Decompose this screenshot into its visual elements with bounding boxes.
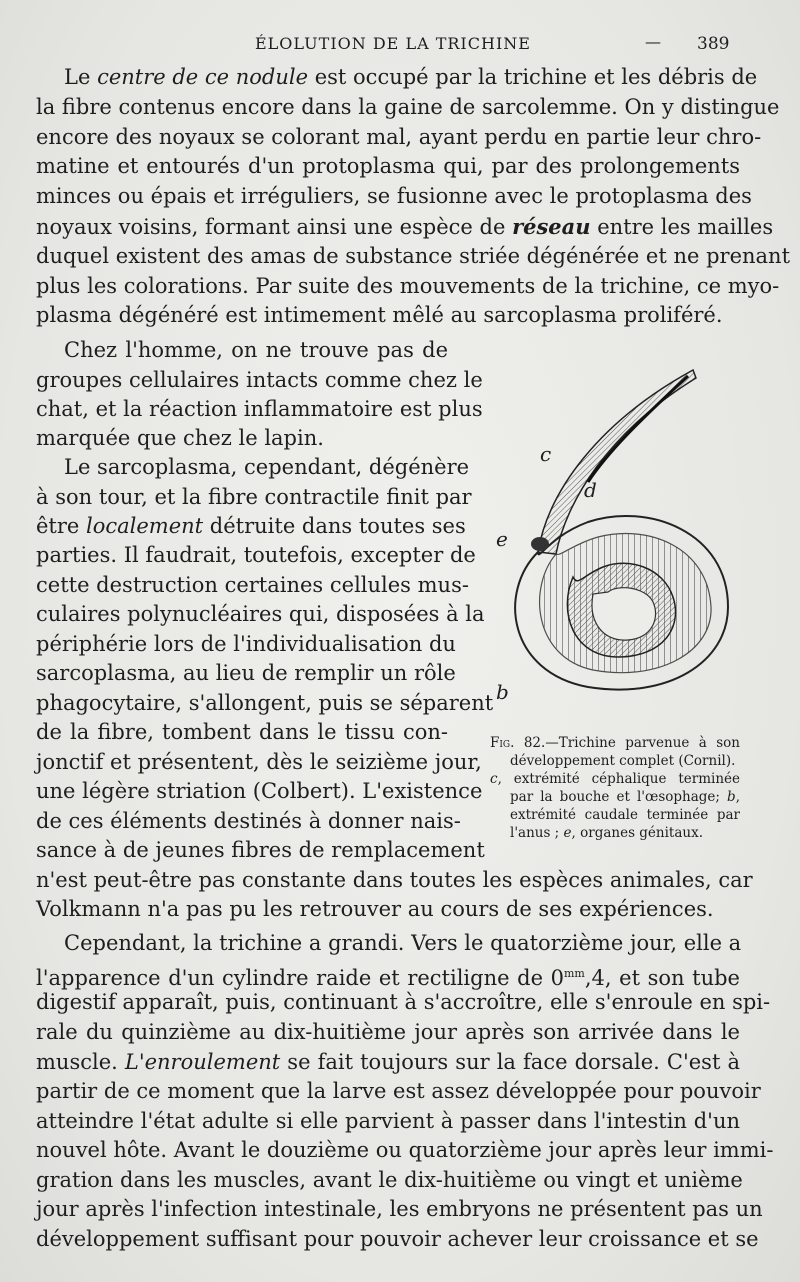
trichina-drawing [478,362,770,702]
text-line: de ces éléments destinés à donner nais- [36,809,461,833]
header-dash: — [645,32,661,51]
caption-line [490,770,740,788]
text-span: entre les mailles [590,215,774,239]
text-line: duquel existent des amas de substance striée dégénérée et ne prenant [36,244,791,268]
running-title: ÉLOLUTION DE LA TRICHINE [255,34,531,53]
label-b: b [496,680,509,704]
text-span: muscle. [36,1050,125,1074]
text-span: noyaux voisins, formant ainsi une espèce de [36,215,513,239]
text-line: jour après l'infection intestinale, les embryons ne présentent pas un [36,1197,763,1221]
text-line: à son tour, et la fibre contractile finit par [36,485,472,509]
text-line: sance à de jeunes fibres de remplacement [36,838,485,862]
text-line: sarcoplasma, au lieu de remplir un rôle [36,661,456,685]
caption-line: extrémité caudale terminée par [510,807,740,823]
text-span: détruite dans toutes ses [203,514,466,538]
text-span: , [735,789,740,805]
text-span: être [36,514,87,538]
oesophagus-line [588,376,688,482]
text-line: phagocytaire, s'allongent, puis se séparent [36,691,494,715]
worm-head-segment [538,370,696,554]
text-line: encore des noyaux se colorant mal, ayant perdu en partie leur chro- [36,125,762,149]
text-line: gration dans les muscles, avant le dix-huitième ou vingt et unième [36,1168,743,1192]
text-span: est occupé par la trichine et les débris de [308,65,758,89]
italic-term-enroulement: L'enroulement [124,1050,281,1074]
unit-superscript: mm [563,967,585,980]
label-c: c [540,442,552,466]
text-line: partir de ce moment que la larve est assez développée pour pouvoir [36,1079,761,1103]
genital-organ-mark [531,537,549,551]
text-line [36,1048,740,1077]
text-span: se fait toujours sur la face dorsale. C'est à [280,1050,740,1074]
text-line: de la fibre, tombent dans le tissu con- [36,720,448,744]
text-line: développement suffisant pour pouvoir achever leur croissance et se [36,1227,759,1251]
legend-key-b: b [727,789,736,805]
running-header [0,30,800,58]
text-line: la fibre contenus encore dans la gaine de sarcolemme. On y distingue [36,95,780,119]
text-line: cette destruction certaines cellules mus- [36,573,469,597]
text-line: une légère striation (Colbert). L'existence [36,779,483,803]
text-line: Cependant, la trichine a grandi. Vers le quatorzième jour, elle a [64,931,742,955]
italic-term-centre: centre de ce nodule [97,65,309,89]
text-line: matine et entourés d'un protoplasma qui, par des prolongements [36,154,740,178]
text-line: minces ou épais et irréguliers, se fusionne avec le protoplasma des [36,184,752,208]
legend-key-c: c [490,771,498,787]
label-e: e [496,527,508,551]
figure-number: Fig. 82. [490,735,546,751]
text-line [36,212,774,242]
text-line: plasma dégénéré est intimement mêlé au sarcoplasma proliféré. [36,303,723,327]
text-span: par la bouche et l'œsophage; [510,789,728,805]
text-line: digestif apparaît, puis, continuant à s'accroître, elle s'enroule en spi- [36,990,771,1014]
text-line [36,512,466,541]
text-line: n'est peut-être pas constante dans toutes les espèces animales, car [36,868,753,892]
text-line: Volkmann n'a pas pu les retrouver au cours de ses expériences. [36,897,714,921]
text-line: périphérie lors de l'individualisation du [36,632,456,656]
trichina-illustration [478,362,770,702]
text-span: , organes génitaux. [571,825,704,841]
text-line: chat, et la réaction inflammatoire est plus [36,397,483,421]
text-line: marquée que chez le lapin. [36,426,324,450]
legend-key-e: e [563,825,572,841]
page-number: 389 [697,34,730,54]
label-d: d [584,478,597,502]
text-span: ,4, et son tube [584,966,740,990]
text-line: rale du quinzième au dix-huitième jour après son arrivée dans le [36,1020,740,1044]
text-line: groupes cellulaires intacts comme chez le [36,368,483,392]
italic-term-reseau: réseau [512,214,591,239]
caption-line [490,824,740,842]
text-span: —Trichine parvenue à son [545,735,741,751]
text-line: Chez l'homme, on ne trouve pas de [64,338,448,362]
text-line: parties. Il faudrait, toutefois, excepter de [36,543,476,567]
text-line: nouvel hôte. Avant le douzième ou quatorzième jour après leur immi- [36,1138,774,1162]
caption-line: développement complet (Cornil). [510,753,736,769]
text-span: l'anus ; [510,825,564,841]
text-line: culaires polynucléaires qui, disposées à la [36,602,485,626]
text-line: plus les colorations. Par suite des mouvements de la trichine, ce myo- [36,274,780,298]
figure-caption [490,734,740,842]
text-line: jonctif et présentent, dès le seizième jour, [36,750,482,774]
italic-term-localement: localement [86,514,204,538]
text-line [36,63,758,92]
caption-line [490,734,740,752]
text-line: Le sarcoplasma, cependant, dégénère [64,455,470,479]
text-span: Le [64,65,98,89]
text-span: l'apparence d'un cylindre raide et rectiligne de 0 [36,966,564,990]
caption-line [490,788,740,806]
text-line: atteindre l'état adulte si elle parvient à passer dans l'intestin d'un [36,1109,740,1133]
text-span: , extrémité céphalique terminée [497,771,740,787]
